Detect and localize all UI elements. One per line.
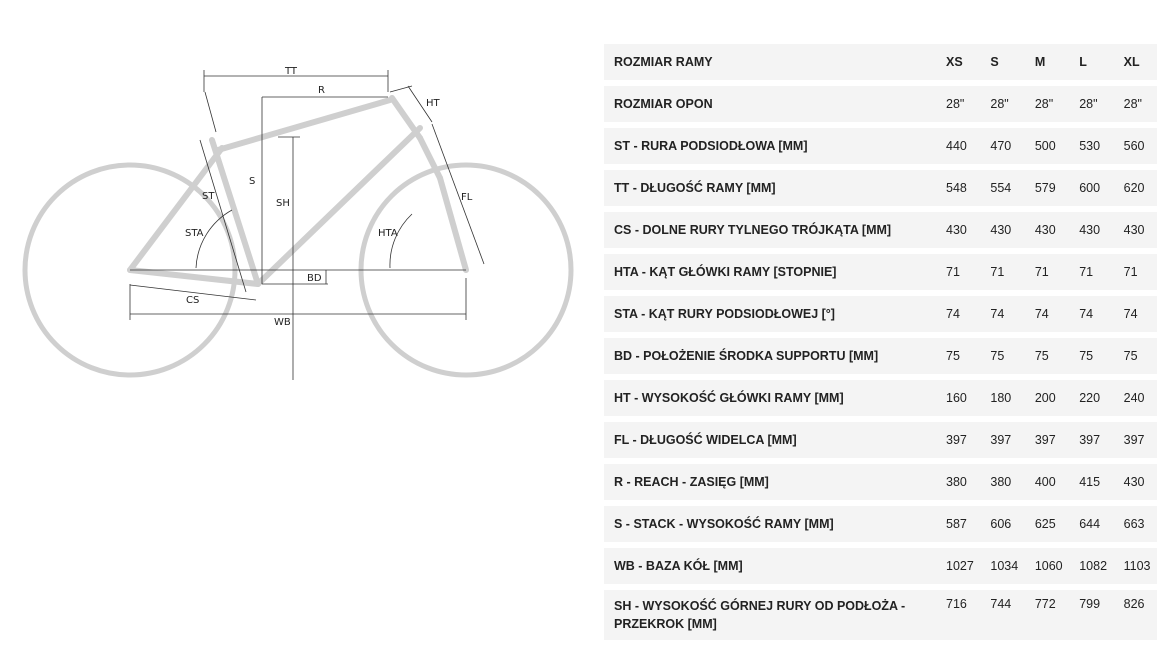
label-tt: TT bbox=[285, 66, 298, 77]
label-sta: STA bbox=[185, 228, 204, 239]
row-label: ST - RURA PODSIODŁOWA [MM] bbox=[604, 128, 936, 164]
row-value: 430 bbox=[1114, 212, 1157, 248]
row-value: 606 bbox=[980, 506, 1024, 542]
row-value: 75 bbox=[1025, 338, 1069, 374]
geometry-table bbox=[604, 38, 1157, 646]
label-bd: BD bbox=[307, 273, 322, 284]
label-r: R bbox=[318, 85, 325, 96]
row-value: 560 bbox=[1114, 128, 1157, 164]
row-value: 744 bbox=[980, 590, 1024, 640]
header-label: ROZMIAR RAMY bbox=[604, 44, 936, 80]
size-l: L bbox=[1069, 44, 1113, 80]
table-row bbox=[604, 296, 1157, 332]
row-label: SH - WYSOKOŚĆ GÓRNEJ RURY OD PODŁOŻA - PRZEKROK [MM] bbox=[604, 590, 936, 640]
row-value: 200 bbox=[1025, 380, 1069, 416]
row-value: 71 bbox=[980, 254, 1024, 290]
table-row bbox=[604, 128, 1157, 164]
row-value: 554 bbox=[980, 170, 1024, 206]
row-value: 74 bbox=[936, 296, 980, 332]
row-value: 74 bbox=[1114, 296, 1157, 332]
row-value: 397 bbox=[980, 422, 1024, 458]
row-value: 28" bbox=[1114, 86, 1157, 122]
row-value: 625 bbox=[1025, 506, 1069, 542]
table-header-row bbox=[604, 44, 1157, 80]
row-value: 380 bbox=[980, 464, 1024, 500]
table-row bbox=[604, 590, 1157, 640]
size-s: S bbox=[980, 44, 1024, 80]
table-row bbox=[604, 506, 1157, 542]
row-value: 470 bbox=[980, 128, 1024, 164]
table-row bbox=[604, 338, 1157, 374]
row-label: HTA - KĄT GŁÓWKI RAMY [STOPNIE] bbox=[604, 254, 936, 290]
row-value: 548 bbox=[936, 170, 980, 206]
label-hta: HTA bbox=[378, 228, 398, 239]
label-wb: WB bbox=[274, 317, 291, 328]
row-value: 71 bbox=[1114, 254, 1157, 290]
row-value: 772 bbox=[1025, 590, 1069, 640]
row-value: 74 bbox=[1069, 296, 1113, 332]
table-row bbox=[604, 212, 1157, 248]
row-value: 75 bbox=[1069, 338, 1113, 374]
row-value: 380 bbox=[936, 464, 980, 500]
frame bbox=[130, 98, 466, 284]
table-row bbox=[604, 464, 1157, 500]
label-s: S bbox=[249, 176, 256, 187]
table-row bbox=[604, 254, 1157, 290]
row-value: 430 bbox=[980, 212, 1024, 248]
row-label: R - REACH - ZASIĘG [MM] bbox=[604, 464, 936, 500]
row-value: 1027 bbox=[936, 548, 980, 584]
label-fl: FL bbox=[461, 192, 473, 203]
row-value: 160 bbox=[936, 380, 980, 416]
row-value: 644 bbox=[1069, 506, 1113, 542]
row-value: 400 bbox=[1025, 464, 1069, 500]
row-value: 71 bbox=[1025, 254, 1069, 290]
row-value: 430 bbox=[936, 212, 980, 248]
row-value: 620 bbox=[1114, 170, 1157, 206]
row-value: 28" bbox=[936, 86, 980, 122]
label-sh: SH bbox=[276, 198, 290, 209]
table-row bbox=[604, 86, 1157, 122]
table-row bbox=[604, 422, 1157, 458]
dimension-lines bbox=[130, 70, 484, 380]
row-value: 530 bbox=[1069, 128, 1113, 164]
row-value: 1082 bbox=[1069, 548, 1113, 584]
label-st: ST bbox=[202, 191, 215, 202]
table-row bbox=[604, 170, 1157, 206]
row-value: 397 bbox=[1025, 422, 1069, 458]
row-label: ROZMIAR OPON bbox=[604, 86, 936, 122]
row-value: 28" bbox=[1025, 86, 1069, 122]
row-value: 663 bbox=[1114, 506, 1157, 542]
row-value: 587 bbox=[936, 506, 980, 542]
row-value: 415 bbox=[1069, 464, 1113, 500]
label-ht: HT bbox=[426, 98, 440, 109]
row-value: 430 bbox=[1114, 464, 1157, 500]
row-value: 826 bbox=[1114, 590, 1157, 640]
row-value: 75 bbox=[1114, 338, 1157, 374]
row-value: 440 bbox=[936, 128, 980, 164]
row-value: 74 bbox=[980, 296, 1024, 332]
row-value: 71 bbox=[936, 254, 980, 290]
row-value: 1060 bbox=[1025, 548, 1069, 584]
row-label: STA - KĄT RURY PODSIODŁOWEJ [°] bbox=[604, 296, 936, 332]
row-value: 240 bbox=[1114, 380, 1157, 416]
row-value: 600 bbox=[1069, 170, 1113, 206]
row-value: 430 bbox=[1025, 212, 1069, 248]
row-value: 71 bbox=[1069, 254, 1113, 290]
size-xl: XL bbox=[1114, 44, 1157, 80]
row-value: 74 bbox=[1025, 296, 1069, 332]
label-cs: CS bbox=[186, 295, 200, 306]
row-value: 28" bbox=[1069, 86, 1113, 122]
row-value: 180 bbox=[980, 380, 1024, 416]
row-value: 28" bbox=[980, 86, 1024, 122]
row-label: HT - WYSOKOŚĆ GŁÓWKI RAMY [MM] bbox=[604, 380, 936, 416]
row-label: BD - POŁOŻENIE ŚRODKA SUPPORTU [MM] bbox=[604, 338, 936, 374]
table-row bbox=[604, 548, 1157, 584]
row-label: TT - DŁUGOŚĆ RAMY [MM] bbox=[604, 170, 936, 206]
row-value: 397 bbox=[936, 422, 980, 458]
size-m: M bbox=[1025, 44, 1069, 80]
row-label: FL - DŁUGOŚĆ WIDELCA [MM] bbox=[604, 422, 936, 458]
row-value: 397 bbox=[1114, 422, 1157, 458]
row-value: 75 bbox=[936, 338, 980, 374]
row-value: 716 bbox=[936, 590, 980, 640]
row-value: 1034 bbox=[980, 548, 1024, 584]
row-value: 397 bbox=[1069, 422, 1113, 458]
row-value: 75 bbox=[980, 338, 1024, 374]
row-value: 579 bbox=[1025, 170, 1069, 206]
row-value: 1103 bbox=[1114, 548, 1157, 584]
row-label: WB - BAZA KÓŁ [MM] bbox=[604, 548, 936, 584]
bike-geometry-diagram bbox=[0, 0, 600, 420]
row-value: 220 bbox=[1069, 380, 1113, 416]
row-value: 799 bbox=[1069, 590, 1113, 640]
table-row bbox=[604, 380, 1157, 416]
row-value: 500 bbox=[1025, 128, 1069, 164]
row-value: 430 bbox=[1069, 212, 1113, 248]
row-label: S - STACK - WYSOKOŚĆ RAMY [MM] bbox=[604, 506, 936, 542]
size-xs: XS bbox=[936, 44, 980, 80]
row-label: CS - DOLNE RURY TYLNEGO TRÓJKĄTA [MM] bbox=[604, 212, 936, 248]
